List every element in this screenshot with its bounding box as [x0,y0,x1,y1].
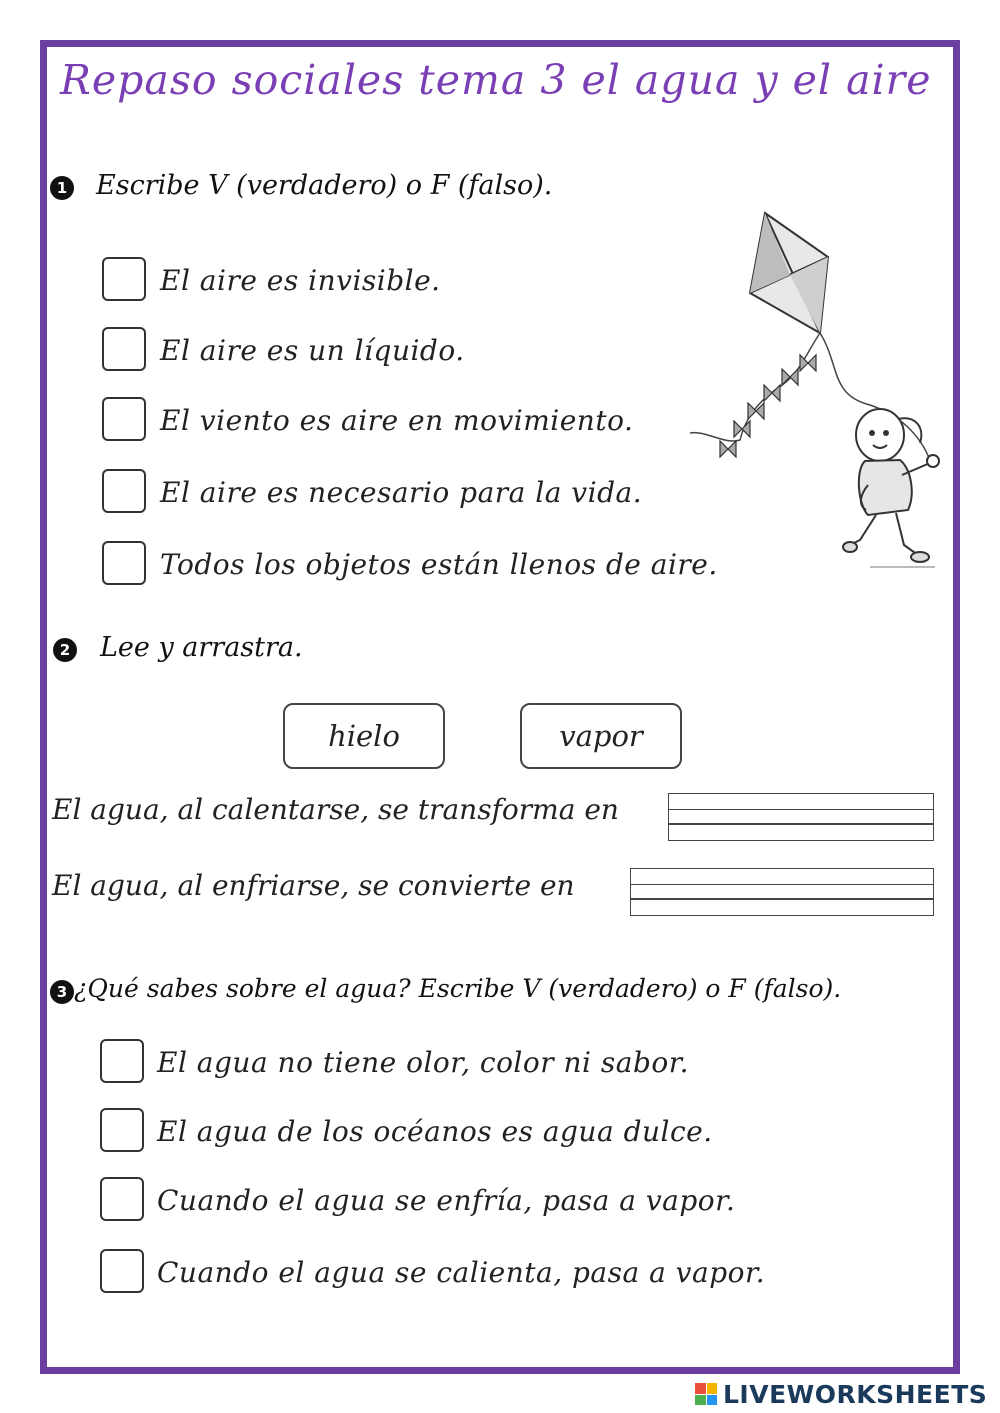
statement-1-1: El aire es invisible. [160,264,441,297]
statement-3-2: El agua de los océanos es agua dulce. [157,1115,713,1148]
drop-zone-1[interactable] [668,793,934,841]
page-title: Repaso sociales tema 3 el agua y el aire [60,56,932,104]
section-2-number: 2 [53,638,77,662]
statement-1-4: El aire es necesario para la vida. [160,476,643,509]
brand-name: LIVEWORKSHEETS [723,1379,988,1409]
statement-3-4: Cuando el agua se calienta, pasa a vapor. [157,1256,766,1289]
statement-3-3: Cuando el agua se enfría, pasa a vapor. [157,1184,736,1217]
sentence-2: El agua, al enfriarse, se convierte en [52,869,575,902]
running-girl-icon [843,409,939,567]
section-1-number: 1 [50,176,74,200]
statement-1-2: El aire es un líquido. [160,334,465,367]
answer-box-3-3[interactable] [100,1177,144,1221]
answer-box-1-3[interactable] [102,397,146,441]
statement-1-5: Todos los objetos están llenos de aire. [160,548,718,581]
section-3-heading: ¿Qué sabes sobre el agua? Escribe V (verdadero) o F (falso). [74,974,842,1003]
section-3-number: 3 [50,980,74,1004]
drop-zone-2[interactable] [630,868,934,916]
section-1-heading: Escribe V (verdadero) o F (falso). [96,170,553,201]
answer-box-1-4[interactable] [102,469,146,513]
liveworksheets-mark-icon [695,1383,717,1405]
drag-word-vapor[interactable]: vapor [520,703,682,769]
sentence-1: El agua, al calentarse, se transforma en [52,793,619,826]
statement-3-1: El agua no tiene olor, color ni sabor. [157,1046,689,1079]
answer-box-1-1[interactable] [102,257,146,301]
statement-1-3: El viento es aire en movimiento. [160,404,634,437]
answer-box-3-1[interactable] [100,1039,144,1083]
answer-box-3-2[interactable] [100,1108,144,1152]
liveworksheets-logo [695,1378,987,1410]
answer-box-3-4[interactable] [100,1249,144,1293]
drag-word-hielo[interactable]: hielo [283,703,445,769]
kite-girl-illustration [680,205,945,580]
answer-box-1-2[interactable] [102,327,146,371]
answer-box-1-5[interactable] [102,541,146,585]
kite-icon [750,213,828,333]
section-2-heading: Lee y arrastra. [100,632,303,663]
